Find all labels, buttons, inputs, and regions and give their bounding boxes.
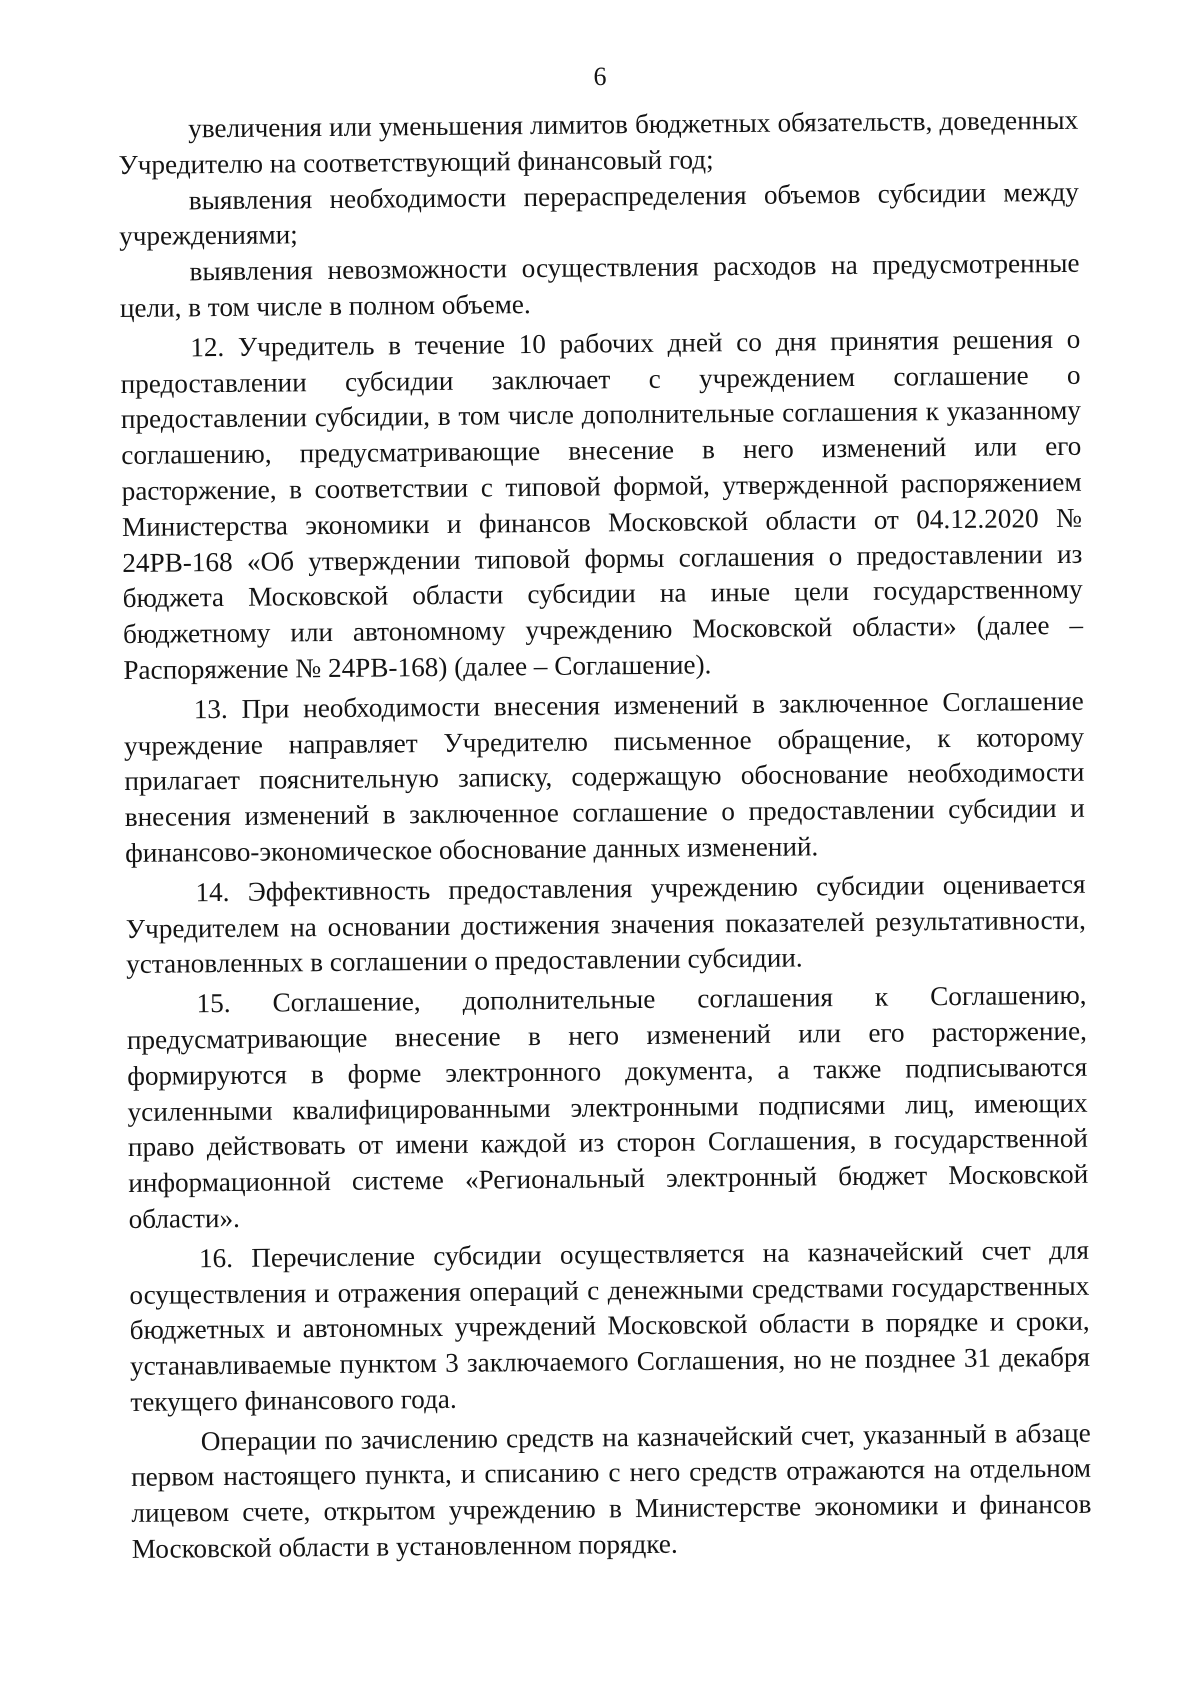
paragraph-impossibility: выявления невозможности осуществления расходов на предусмотренные цели, в том числе в полном объеме.: [119, 247, 1080, 323]
page-number: 6: [593, 62, 607, 91]
paragraph-clause-14: 14. Эффективность предоставления учреждению субсидии оценивается Учредителем на основании достижения значения показателей результативности, установленных в соглашении о предоставлении субсидии.: [125, 868, 1086, 980]
paragraph-redistribution: выявления необходимости перераспределения объемов субсидии между учреждениями;: [119, 176, 1079, 252]
paragraph-clause-15: 15. Соглашение, дополнительные соглашения к Соглашению, предусматривающие внесение в него изменений или его расторжение, формируются в форме электронного документа, а также подписываются усиленными квалифицированными электронными подписями лиц, имеющих право действовать от имени каждой из сторон Соглашения, в государственной информационной системе «Региональный электронный бюджет Московской области».: [126, 979, 1089, 1234]
paragraph-clause-16: 16. Перечисление субсидии осуществляется на казначейский счет для осуществления и отражения операций с денежными средствами государственных бюджетных и автономных учреждений Московской области в порядке и сроки, устанавливаемые пунктом 3 заключаемого Соглашения, но не позднее 31 декабря текущего финансового года.: [129, 1234, 1091, 1417]
paragraph-clause-12: 12. Учредитель в течение 10 рабочих дней со дня принятия решения о предоставлении субсидии заключает с учреждением соглашение о предоставлении субсидии, в том числе дополнительные соглашения к указанному соглашению, предусматривающие внесение в него изменений или его расторжение, в соответствии с типовой формой, утвержденной распоряжением Министерства экономики и финансов Московской области от 04.12.2020 № 24РВ-168 «Об утверждении типовой формы соглашения о предоставлении из бюджета Московской области субсидии на иные цели государственному бюджетному или автономному учреждению Московской области» (далее – Распоряжение № 24РВ-168) (далее – Соглашение).: [120, 323, 1084, 685]
paragraph-budget-limits: увеличения или уменьшения лимитов бюджетных обязательств, доведенных Учредителю на соответствующий финансовый год;: [118, 104, 1079, 180]
document-body: [118, 103, 1092, 1568]
paragraph-clause-13: 13. При необходимости внесения изменений в заключенное Соглашение учреждение направляет Учредителю письменное обращение, к которому прилагает пояснительную записку, содержащую обоснование необходимости внесения изменений в заключенное соглашение о предоставлении субсидии и финансово-экономическое обоснование данных изменений.: [123, 685, 1085, 868]
paragraph-treasury-operations: Операции по зачислению средств на казначейский счет, указанный в абзаце первом настоящего пункта, и списанию с него средств отражаются на отдельном лицевом счете, открытом учреждению в Министерстве экономики и финансов Московской области в установленном порядке.: [130, 1417, 1092, 1565]
